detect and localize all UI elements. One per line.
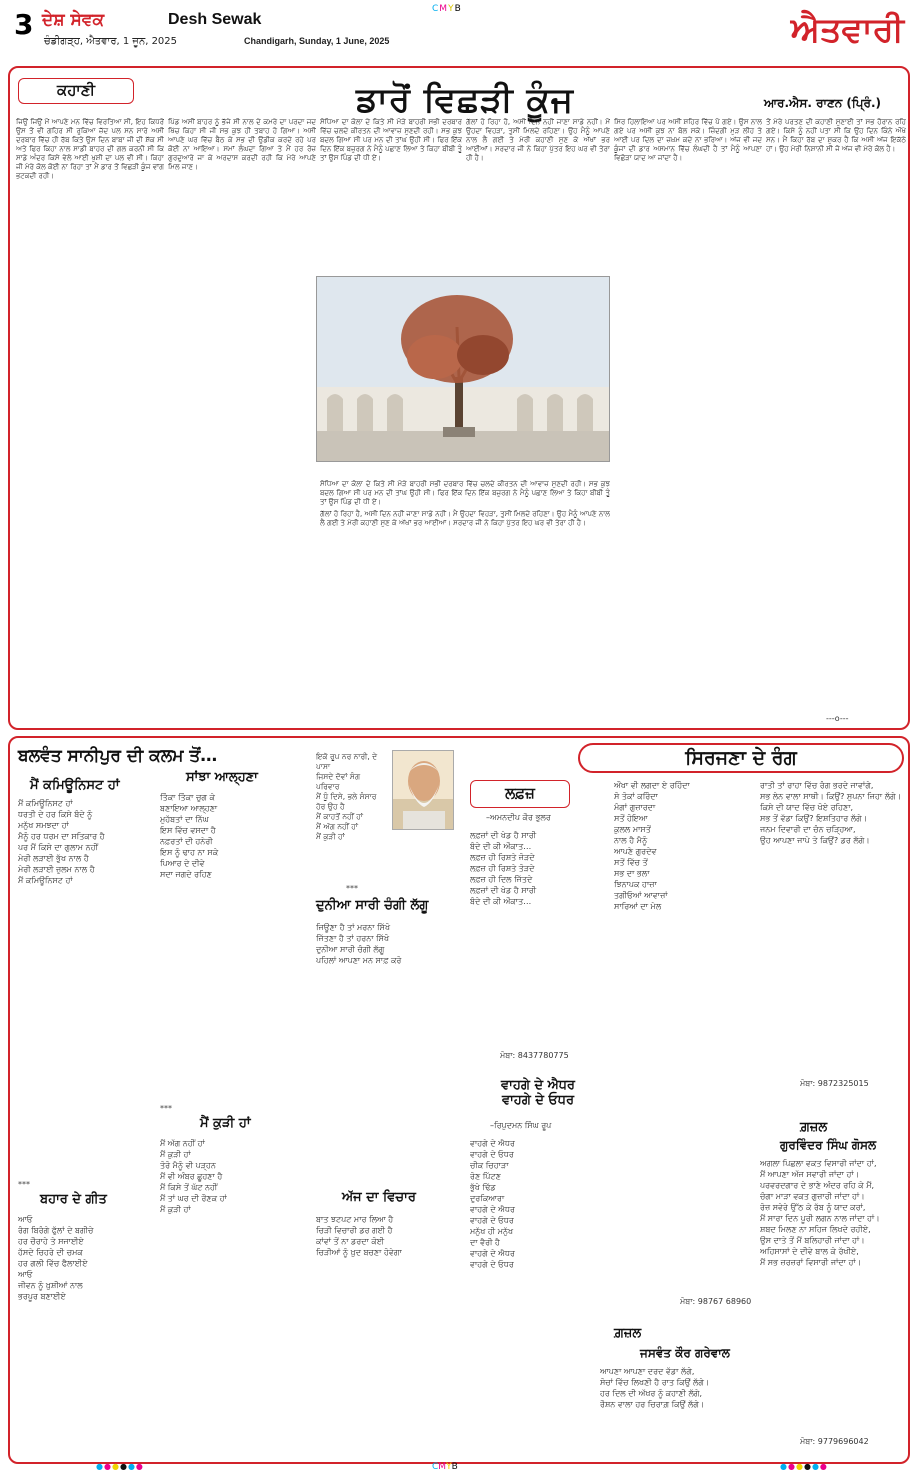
poem-phone-wagah: ਮੋਬਾ: 98767 68960 <box>680 1297 752 1306</box>
page-number: 3 <box>14 8 34 41</box>
story-column-5: ਸਿਰ ਹਿਲਾਇਆ ਪਰ ਅਸੀਂ ਸ਼ਹਿਰ ਵਿੱਚ ਪੈ ਗਏ। ਉਸ ਨਾਲ ਗਏ ਪਰ ਅਸੀਂ ਕੁਝ ਨਾ ਬੋਲ ਸਕੇ। ਜ਼ਿੰਦਗੀ ਮੁੜ ਲੀਹ ਤੇ ਆਈ ਪਰ ਦਿਲ ਦਾ ਜ਼ਖ਼ਮ ਕਦੇ ਨਾ ਭਰਿਆ। ਅੱਜ ਵੀ ਜਦ ਕੂੰਜਾਂ ਦੀ ਡਾਰ ਅਸਮਾਨ ਵਿੱਚ ਲੰਘਦੀ ਹੈ ਤਾਂ ਮੈਨੂੰ ਆਪਣਾ ਵਿਛੋੜਾ ਯਾਦ ਆ ਜਾਂਦਾ ਹੈ। <box>614 118 762 162</box>
poem-title-nest: ਸਾਂਝਾ ਆਲ੍ਹਣਾ <box>186 770 258 785</box>
poem-title-girl: ਮੈਂ ਕੁੜੀ ਹਾਂ <box>200 1116 251 1131</box>
story-author: ਆਰ.ਐਸ. ਰਾਣਨ (ਪ੍ਰਿੰ.) <box>764 96 882 110</box>
portrait-caption: ਇਕੋ ਰੂਪ ਨਰ ਨਾਰੀ, ਦੇ ਪਾਸਾ ਜਿਸਦੇ ਦੋਵਾਂ ਸੰਗ ਪਰਿਵਾਰ ਮੈਂ ਧੂੰ ਦਿਸੇ, ਭਲੇ ਸੰਸਾਰ ਹੋਰ ਉਹ ਹੈ ਮੈਂ ਕਾਹਤੋਂ ਨਹੀਂ ਹਾਂ ਮੈਂ ਅੱਗ ਨਹੀਂ ਹਾਂ ਮੈਂ ਕੁੜੀ ਹਾਂ <box>316 752 378 841</box>
story-column-4: ਗੱਲਾਂ ਹੋ ਰਿਹਾ ਹੈ, ਅਸੀਂ ਦਿਨ ਨਹੀਂ ਜਾਣਾ ਸਾਡੇ ਨਹੀਂ। ਮੈਂ ਉਹਦਾ ਵਿਹੜਾ, ਤੁਸੀਂ ਮਿਲਦੇ ਰਹਿਣਾ। ਉਹ ਮੈਨੂੰ ਆਪਣੇ ਨਾਲ ਲੈ ਗਈ ਤੇ ਮੇਰੀ ਕਹਾਣੀ ਸੁਣ ਕੇ ਅੱਖਾਂ ਭਰ ਆਈਆਂ। ਸਰਦਾਰ ਜੀ ਨੇ ਕਿਹਾ ਪੁੱਤਰ ਇਹ ਘਰ ਵੀ ਤੇਰਾ ਹੀ ਹੈ। <box>466 118 610 162</box>
poem-title-communist: ਮੈਂ ਕਮਿਊਨਿਸਟ ਹਾਂ <box>30 778 120 793</box>
poem-title-ghazal-1: ਗ਼ਜ਼ਲ <box>614 1326 642 1341</box>
poem-words: ਲਫ਼ਜ਼ਾਂ ਦੀ ਖੇਡ ਹੈ ਸਾਰੀ ਬੰਦੇ ਦੀ ਕੀ ਔਕਾਤ… ਲਫ਼ਜ਼ ਹੀ ਰਿਸ਼ਤੇ ਜੋੜਦੇ ਲਫ਼ਜ਼ ਹੀ ਰਿਸ਼ਤੇ ਤੋੜਦੇ ਲਫ਼ਜ਼ ਹੀ ਦਿਲ ਜਿੱਤਦੇ ਲਫ਼ਜ਼ਾਂ ਦੀ ਖੇਡ ਹੈ ਸਾਰੀ ਬੰਦੇ ਦੀ ਕੀ ਔਕਾਤ… <box>470 831 537 906</box>
registration-marks-bottom: CMYB <box>432 1462 458 1472</box>
poem-untitled: ਔਖਾ ਵੀ ਲਗਦਾ ਏ ਰਹਿੰਦਾ ਸੋ ਤੋਕਾਂ ਕਰਿੰਦਾ ਮੰਗਾਂ ਗੁਜ਼ਾਰਦਾ ਸਤੋਂ ਹੋਇਆ ਕੁਲਲ ਮਾਸਤੋਂ ਨਾਲ ਹੈ ਮੈਨੂੰ ਆਪਣੇ ਗੁਰਦੇਵ ਸਤੋਂ ਵਿੱਚ ਤੋਂ ਸਭ ਦਾ ਭਲਾ ਝਿਨਾਪਕ ਹਾਜ਼ਾ ਤਗੀਓਆਂ ਆਵਾਜ਼ਾਂ ਸਾਰਿਆਂ ਦਾ ਮੇਲ <box>614 781 690 911</box>
poem-world: ਜਿਊਣਾ ਹੈ ਤਾਂ ਮਰਨਾ ਸਿੱਖੋ ਜਿੱਤਣਾ ਹੈ ਤਾਂ ਹਰਨਾ ਸਿੱਖੋ ਦੁਨੀਆ ਸਾਰੀ ਚੰਗੀ ਲੱਗੂ ਪਹਿਲਾਂ ਆਪਣਾ ਮਨ ਸਾਫ਼ ਕਰੋ <box>316 923 402 965</box>
poem-phone-ghazal-2: ਮੋਬਾ: 9779696042 <box>800 1437 869 1446</box>
poem-author-ghazal-2: ਗੁਰਵਿੰਦਰ ਸਿੰਘ ਗੋਸਲ <box>780 1138 877 1152</box>
separator-stars: *** <box>346 884 358 893</box>
story-column-3: ਸੋਧਿਆ ਦਾ ਕੋਲਾ ਦੇ ਕਿਤੇ ਸੀ ਮੋੜੇ ਬਾਹਰੀ ਸਭੀ ਦਰਬਾਰ ਵਿੱਚ ਚਲਦੇ ਕੀਰਤਨ ਦੀ ਆਵਾਜ਼ ਸੁਣਦੀ ਰਹੀ। ਸਭ ਕੁਝ ਬਦਲ ਗਿਆ ਸੀ ਪਰ ਮਨ ਦੀ ਤਾਂਘ ਉਹੀ ਸੀ। ਫਿਰ ਇੱਕ ਦਿਨ ਇੱਕ ਬਜ਼ੁਰਗ ਨੇ ਮੈਨੂੰ ਪਛਾਣ ਲਿਆ ਤੇ ਕਿਹਾ ਬੀਬੀ ਤੂੰ ਤਾਂ ਉਸ ਪਿੰਡ ਦੀ ਧੀ ਏਂ। <box>320 118 462 162</box>
poem-communist: ਮੈਂ ਕਮਿਊਨਿਸਟ ਹਾਂ ਧਰਤੀ ਦੇ ਹਰ ਕਿਸੇ ਬੰਦੇ ਨੂੰ ਮਨੁੱਖ ਸਮਝਦਾ ਹਾਂ ਮੈਨੂੰ ਹਰ ਧਰਮ ਦਾ ਸਤਿਕਾਰ ਹੈ ਪਰ ਮੈਂ ਕਿਸੇ ਦਾ ਗੁਲਾਮ ਨਹੀਂ ਮੇਰੀ ਲੜਾਈ ਭੁੱਖ ਨਾਲ ਹੈ ਮੇਰੀ ਲੜਾਈ ਜ਼ੁਲਮ ਨਾਲ ਹੈ ਮੈਂ ਕਮਿਊਨਿਸਟ ਹਾਂ <box>18 799 105 885</box>
column-head: ਬਲਵੰਤ ਸਾਨੀਪੁਰ ਦੀ ਕਲਮ ਤੋਂ… <box>18 746 218 766</box>
poem-ghazal-2: ਅਗਲਾ ਪਿਛਲਾ ਵਕਤ ਵਿਸਾਰੀ ਜਾਂਦਾ ਹਾਂ, ਮੈਂ ਆਪਣਾ ਅੱਜ ਸਵਾਰੀ ਜਾਂਦਾ ਹਾਂ। ਪਰਵਰਦਗਾਰ ਦੇ ਭਾਣੇ ਅੰਦਰ ਰਹਿ ਕੇ ਮੈਂ, ਚੰਗਾ ਮਾੜਾ ਵਕਤ ਗੁਜ਼ਾਰੀ ਜਾਂਦਾ ਹਾਂ। ਰੋਜ਼ ਸਵੇਰੇ ਉੱਠ ਕੇ ਰੱਬ ਨੂੰ ਯਾਦ ਕਰਾਂ, ਮੈਂ ਸਾਰਾ ਦਿਨ ਪੂਰੀ ਲਗਨ ਨਾਲ ਜਾਂਦਾ ਹਾਂ। ਸ਼ਬਦ ਮਿਲਣ ਨਾ ਸਹਿਜ ਲਿਖਦੇ ਰਹੀਏ, ਉਸ ਦਾਤੇ ਤੋਂ ਮੈਂ ਬਲਿਹਾਰੀ ਜਾਂਦਾ ਹਾਂ। ਅਹਿਸਾਸਾਂ ਦੇ ਦੀਵੇ ਬਾਲ ਕੇ ਰੱਖੀਏ, ਮੈਂ ਸਭ ਜ਼ਰਜ਼ਰਾਂ ਵਿਸਾਰੀ ਜਾਂਦਾ ਹਾਂ। <box>760 1159 880 1267</box>
poem-thought: ਬਾਤ ਝਟਪਟ ਮਾਰ ਲਿਆ ਹੈ ਚਿੜੀ ਵਿਚਾਰੀ ਡਰ ਗਈ ਹੈ ਕਾਂਵਾਂ ਤੋਂ ਨਾ ਡਰਦਾ ਕੋਈ ਚਿੜੀਆਂ ਨੂੰ ਖ਼ੁਦ ਬਚਣਾ ਹੋਵੇਗਾ <box>316 1215 402 1257</box>
poem-phone-night: ਮੋਬਾ: 9872325015 <box>800 1079 869 1088</box>
poet-portrait <box>392 750 454 830</box>
poem-author-wagah: –ਰਿਪੁਦਮਨ ਸਿੰਘ ਰੂਪ <box>490 1121 552 1130</box>
story-end-mark: ---o--- <box>826 714 849 723</box>
newspaper-logo: ਦੇਸ਼ ਸੇਵਕ <box>42 10 105 30</box>
poem-title-thought: ਅੱਜ ਦਾ ਵਿਚਾਰ <box>342 1190 416 1205</box>
color-bar-right: ●●●●●● <box>780 1462 828 1471</box>
poem-spring: ਆਓ ਰੰਗ ਬਿਰੰਗੇ ਫੁੱਲਾਂ ਦੇ ਬਗੀਚੇ ਹਰ ਚੌਰਾਹੇ ਤੇ ਸਜਾਈਏ ਹੱਸਦੇ ਚਿਹਰੇ ਦੀ ਚਮਕ ਹਰ ਗਲੀ ਵਿੱਚ ਫੈਲਾਈਏ ਆਓ ਜੀਵਨ ਨੂੰ ਖ਼ੁਸ਼ੀਆਂ ਨਾਲ ਭਰਪੂਰ ਬਣਾਈਏ <box>18 1215 94 1301</box>
section-title: ਐਤਵਾਰੀ <box>790 10 904 50</box>
poem-night: ਰਾਤੀ ਤਾਂ ਰਾਹਾ ਵਿੱਚ ਰੰਗ ਭਰਦੇ ਜਾਵਾਂਗੇ, ਸਭ ਲੇਨ ਵਾਲਾ ਸਾਥੀ। ਕਿਉਂ? ਸੁਪਨਾ ਜਿਹਾ ਲੱਗੇ। ਕਿਸੇ ਦੀ ਯਾਦ ਵਿੱਚ ਖੋਏ ਰਹਿਣਾ, ਸਭ ਤੋਂ ਵੱਡਾ ਕਿਉਂ? ਇਸ਼ਤਿਹਾਰ ਲੱਗੇ। ਜਨਮ ਦਿਵਾਰੀ ਦਾ ਚੰਨ ਚੜ੍ਹਿਆ, ਉਹ ਆਪਣਾ ਜਾਪੇ ਤੇ ਕਿਉਂ? ਡਰ ਲੱਗੇ। <box>760 781 902 845</box>
poem-girl: ਮੈਂ ਅੱਗ ਨਹੀਂ ਹਾਂ ਮੈਂ ਕੁੜੀ ਹਾਂ ਤੋਰੋ ਮੈਨੂੰ ਵੀ ਪੜ੍ਹਨ ਮੈਂ ਵੀ ਅੰਬਰ ਛੂਹਣਾ ਹੈ ਮੈਂ ਕਿਸੇ ਤੋਂ ਘੱਟ ਨਹੀਂ ਮੈਂ ਤਾਂ ਘਰ ਦੀ ਰੌਣਕ ਹਾਂ ਮੈਂ ਕੁੜੀ ਹਾਂ <box>160 1139 227 1214</box>
story-column-continued: ਸੋਧਿਆ ਦਾ ਕੋਲਾ ਦੇ ਕਿਤੇ ਸੀ ਮੋੜੇ ਬਾਹਰੀ ਸਭੀ ਦਰਬਾਰ ਵਿੱਚ ਚਲਦੇ ਕੀਰਤਨ ਦੀ ਆਵਾਜ਼ ਸੁਣਦੀ ਰਹੀ। ਸਭ ਕੁਝ ਬਦਲ ਗਿਆ ਸੀ ਪਰ ਮਨ ਦੀ ਤਾਂਘ ਉਹੀ ਸੀ। ਫਿਰ ਇੱਕ ਦਿਨ ਇੱਕ ਬਜ਼ੁਰਗ ਨੇ ਮੈਨੂੰ ਪਛਾਣ ਲਿਆ ਤੇ ਕਿਹਾ ਬੀਬੀ ਤੂੰ ਤਾਂ ਉਸ ਪਿੰਡ ਦੀ ਧੀ ਏਂ। ਗੱਲਾਂ ਹੋ ਰਿਹਾ ਹੈ, ਅਸੀਂ ਦਿਨ ਨਹੀਂ ਜਾਣਾ ਸਾਡੇ ਨਹੀਂ। ਮੈਂ ਉਹਦਾ ਵਿਹੜਾ, ਤੁਸੀਂ ਮਿਲਦੇ ਰਹਿਣਾ। ਉਹ ਮੈਨੂੰ ਆਪਣੇ ਨਾਲ ਲੈ ਗਈ ਤੇ ਮੇਰੀ ਕਹਾਣੀ ਸੁਣ ਕੇ ਅੱਖਾਂ ਭਰ ਆਈਆਂ। ਸਰਦਾਰ ਜੀ ਨੇ ਕਿਹਾ ਪੁੱਤਰ ਇਹ ਘਰ ਵੀ ਤੇਰਾ ਹੀ ਹੈ। <box>320 480 610 527</box>
poem-author-ghazal-1: ਜਸਵੰਤ ਕੌਰ ਗਰੇਵਾਲ <box>640 1346 730 1360</box>
poem-phone-words: ਮੋਬਾ: 8437780775 <box>500 1051 569 1060</box>
registration-marks: CMYB <box>432 4 462 14</box>
dateline-english: Chandigarh, Sunday, 1 June, 2025 <box>244 36 390 46</box>
color-bar-left: ●●●●●● <box>96 1462 144 1471</box>
story-photo <box>316 276 610 462</box>
masthead <box>0 0 918 60</box>
separator-stars: *** <box>18 1180 30 1189</box>
poem-title-world: ਦੁਨੀਆ ਸਾਰੀ ਚੰਗੀ ਲੱਗੂ <box>316 898 429 913</box>
poem-title-words: ਲਫ਼ਜ਼ <box>470 780 570 808</box>
story-column-1: ਜਿਉਂ ਜਿਉਂ ਮੈਂ ਆਪਣੇ ਮਨ ਵਿੱਚ ਵਿਰਤਿਆ ਸੀ, ਇਹ ਕਿਧਰੋਂ ਉਸ ਤੋਂ ਵੀ ਗਹਿਰ ਸੀ ਰੁਕਿਆ ਜ਼ੱਦ ਪਲ ਸਨ ਸਾਰੇ ਅਸੀਂ ਦਰਬਾਰ ਵਿੱਚ ਹੀ ਰੱਬ ਕਿਤੇ ਉਸ ਦਿਨ ਬਾਬਾ ਜੀ ਦੀ ਸ਼ੱਕ ਸੀ ਅਤੇ ਫਿਰ ਕਿਹਾ ਨਾਲ ਸਾਡੀ ਬਾਹਰ ਦੀ ਗਲ ਕਰਨੀ ਸੀ ਕਿ ਸਾਡੇ ਅੰਦਰ ਕਿਸੇ ਵੇਲੇ ਆਈ ਖੁਸ਼ੀ ਦਾ ਪਲ ਵੀ ਸੀ। ਕਿਹਾ ਜੀ ਮੇਰੇ ਕੋਲ ਕੋਈ ਨਾ ਰਿਹਾ ਤਾਂ ਮੈਂ ਡਾਰ ਤੋਂ ਵਿਛੜੀ ਕੂੰਜ ਵਾਂਗ ਭਟਕਦੀ ਰਹੀ। <box>16 118 164 180</box>
story-label: ਕਹਾਣੀ <box>18 78 134 104</box>
poem-title-spring: ਬਹਾਰ ਦੇ ਗੀਤ <box>40 1192 107 1207</box>
poem-author-words: –ਅਮਨਦੀਪ ਕੌਰ ਭੁਲਰ <box>486 813 551 822</box>
poem-wagah: ਵਾਹਗੇ ਦੇ ਐਧਰ ਵਾਹਗੇ ਦੇ ਓਧਰ ਚੀਕ ਚਿਹਾੜਾ ਰੋਣ ਪਿੱਟਣ ਭੁੱਖੇ ਢਿੱਡ ਦੁਰਕਿਆਰਾ ਵਾਹਗੇ ਦੇ ਐਧਰ ਵਾਹਗੇ ਦੇ ਓਧਰ ਮਨੁੱਖ ਹੀ ਮਨੁੱਖ ਦਾ ਵੈਰੀ ਹੈ ਵਾਹਗੇ ਦੇ ਐਧਰ ਵਾਹਗੇ ਦੇ ਓਧਰ <box>470 1139 516 1269</box>
literary-banner: ਸਿਰਜਣਾ ਦੇ ਰੰਗ <box>578 743 904 773</box>
story-title: ਡਾਰੋਂ ਵਿਛੜੀ ਕੂੰਜ <box>356 80 574 120</box>
newspaper-name: Desh Sewak <box>168 11 262 28</box>
story-column-6: ਤੋਂ ਮੇਰੇ ਪਰਤਣ ਦੀ ਕਹਾਣੀ ਸੁਣਾਈ ਤਾਂ ਸਭ ਹੈਰਾਨ ਰਹਿ ਗਏ। ਕਿਸੇ ਨੂੰ ਨਹੀਂ ਪਤਾ ਸੀ ਕਿ ਉਹ ਦਿਨ ਕਿੰਨੇ ਔਖੇ ਸਨ। ਮੈਂ ਕਿਹਾ ਰੱਬ ਦਾ ਸ਼ੁਕਰ ਹੈ ਕਿ ਅਸੀਂ ਅੱਜ ਇਕੱਠੇ ਹਾਂ। ਉਹ ਮੇਰੀ ਨਿਸ਼ਾਨੀ ਸੀ ਜੋ ਅੱਜ ਵੀ ਮੇਰੇ ਕੋਲ ਹੈ। <box>766 118 906 153</box>
poem-title-ghazal-2: ਗ਼ਜ਼ਲ <box>800 1120 828 1135</box>
poem-nest: ਤਿੰਕਾ ਤਿੰਕਾ ਚੁਗ ਕੇ ਬਣਾਇਆ ਆਲ੍ਹਣਾ ਮੁਹੱਬਤਾਂ ਦਾ ਨਿੱਘ ਇਸ ਵਿੱਚ ਵਸਦਾ ਹੈ ਨਫ਼ਰਤਾਂ ਦੀ ਹਨੇਰੀ ਇਸ ਨੂੰ ਢਾਹ ਨਾ ਸਕੇ ਪਿਆਰ ਦੇ ਦੀਵੇ ਸਦਾ ਜਗਦੇ ਰਹਿਣ <box>160 793 219 879</box>
story-column-2: ਪਿੰਡ ਅਸੀਂ ਬਾਹਰ ਨੂੰ ਭੱਜੇ ਸੀ ਨਾਲ ਦੇ ਕਮਰੇ ਦਾ ਪਰਦਾ ਜਦ ਖਿੱਚ ਕਿਹਾ ਸੀ ਜੀ ਸਭ ਕੁਝ ਹੀ ਤਬਾਹ ਹੋ ਗਿਆ। ਅਸੀਂ ਆਪਣੇ ਘਰ ਵਿੱਚ ਬੈਠ ਕੇ ਸਭ ਦੀ ਉਡੀਕ ਕਰਦੇ ਰਹੇ ਪਰ ਕੋਈ ਨਾ ਆਇਆ। ਸਮਾਂ ਲੰਘਦਾ ਗਿਆ ਤੇ ਮੈਂ ਹਰ ਰੋਜ਼ ਗੁਰਦੁਆਰੇ ਜਾ ਕੇ ਅਰਦਾਸ ਕਰਦੀ ਰਹੀ ਕਿ ਮੇਰੇ ਆਪਣੇ ਮਿਲ ਜਾਣ। <box>168 118 316 171</box>
dateline-punjabi: ਚੰਡੀਗੜ੍ਹ, ਐਤਵਾਰ, 1 ਜੂਨ, 2025 <box>44 36 178 47</box>
poem-title-wagah: ਵਾਹਗੇ ਦੇ ਐਧਰ ਵਾਹਗੇ ਦੇ ਓਧਰ <box>501 1078 575 1108</box>
separator-stars: *** <box>160 1104 172 1113</box>
poem-ghazal-1: ਆਪਣਾ ਆਪਣਾ ਦਰਦ ਵੱਡਾ ਲੱਗੇ, ਸੋਚਾਂ ਵਿੱਚ ਲਿਖਣੀ ਹੈ ਰਾਤ ਕਿਉਂ ਲੱਗੇ। ਹਰ ਦਿਲ ਦੀ ਅੱਖਰ ਨੂੰ ਕਹਾਣੀ ਲੱਗੇ, ਰੌਸ਼ਨ ਵਾਲਾ ਹਰ ਚਿਰਾਗ਼ ਕਿਉਂ ਲੱਗੇ। <box>600 1367 710 1409</box>
